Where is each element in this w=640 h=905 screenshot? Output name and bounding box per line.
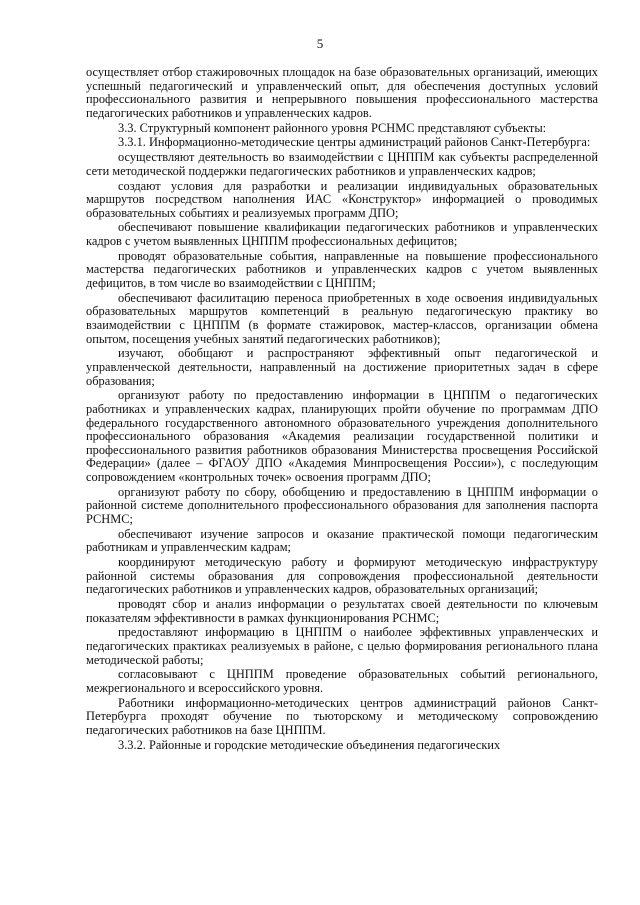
paragraph: согласовывают с ЦНППМ проведение образовательных событий регионального, межрегионального и всероссийского уровня. [86,667,598,695]
paragraph: обеспечивают повышение квалификации педагогических работников и управленческих кадров с учетом выявленных ЦНППМ профессиональных дефицитов; [86,220,598,249]
paragraph: организуют работу по сбору, обобщению и предоставлению в ЦНППМ информации о районной системе дополнительного профессионального образования для заполнения паспорта РСНМС; [86,484,598,526]
document-body [86,66,598,753]
paragraph: изучают, обобщают и распространяют эффективный опыт педагогической и управленческой деятельности, направленный на достижение приоритетных задач в сфере образования; [86,346,598,388]
paragraph: организуют работу по предоставлению информации в ЦНППМ о педагогических работниках и управленческих кадрах, планирующих пройти обучение по программам ДПО федерального государственного автономного образовательного учреждения дополнительного профессионального образования «Академия реализации государственной политики и профессионального развития работников образования Министерства просвещения Российской Федерации» (далее – ФГАОУ ДПО «Академия Минпросвещения России»), с последующим сопровождением «контрольных точек» освоения программ ДПО; [86,388,598,484]
paragraph: осуществляют деятельность во взаимодействии с ЦНППМ как субъекты распределенной сети методической поддержки педагогических работников и управленческих кадров; [86,150,598,178]
paragraph: обеспечивают изучение запросов и оказание практической помощи педагогическим работникам и управленческим кадрам; [86,526,598,555]
paragraph: 3.3. Структурный компонент районного уровня РСНМС представляют субъекты: [118,120,547,135]
paragraph: координируют методическую работу и формируют методическую инфраструктуру районной системы образования для сопровождения профессиональной деятельности педагогических работников и управленческих кадров, образовательных организаций; [86,555,598,597]
paragraph: осуществляет отбор стажировочных площадок на базе образовательных организаций, имеющих успешный педагогический и управленческий опыт, для обеспечения доступных условий профессионального развития и непрерывного повышения профессионального мастерства педагогических работников и управленческих кадров. [86,65,598,120]
paragraph: создают условия для разработки и реализации индивидуальных образовательных маршрутов посредством наполнения ИАС «Конструктор» информацией о проводимых образовательных событиях и реализуемых программ ДПО; [86,178,598,220]
paragraph: проводят сбор и анализ информации о результатах своей деятельности по ключевым показателям эффективности в рамках функционирования РСНМС; [86,597,598,625]
paragraph: предоставляют информацию в ЦНППМ о наиболее эффективных управленческих и педагогических практиках реализуемых в районе, с целью формирования регионального плана методической работы; [86,625,598,667]
paragraph: 3.3.2. Районные и городские методические объединения педагогических [118,737,501,752]
paragraph: проводят образовательные события, направленные на повышение профессионального мастерства педагогических работников и управленческих кадров с учетом выявленных дефицитов, в том числе во взаимодействии с ЦНППМ; [86,248,598,291]
page-number: 5 [316,36,324,51]
paragraph: обеспечивают фасилитацию переноса приобретенных в ходе освоения индивидуальных образовательных маршрутов компетенций в реальную педагогическую практику во взаимодействии с ЦНППМ (в формате стажировок, мастер-классов, организации обмена опытом, посещения учебных занятий педагогических работников); [86,290,598,346]
paragraph: Работники информационно-методических центров администраций районов Санкт-Петербурга проходят обучение по тьюторскому и методическому сопровождению педагогических работников на базе ЦНППМ. [86,695,598,737]
paragraph: 3.3.1. Информационно-методические центры администраций районов Санкт-Петербурга: [118,135,591,150]
